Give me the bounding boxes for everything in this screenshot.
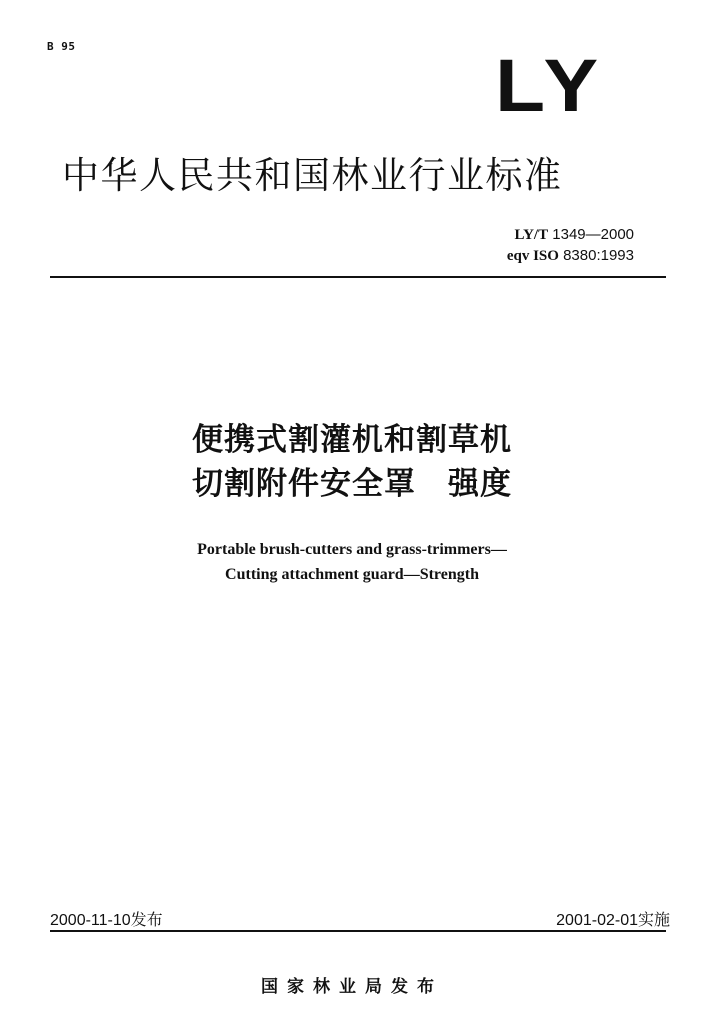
issue-date: 2000-11-10发布 [50, 912, 163, 929]
chinese-title [0, 418, 704, 506]
english-title-line1: Portable brush-cutters and grass-trimmers— [197, 541, 507, 558]
english-title-line2: Cutting attachment guard—Strength [225, 566, 479, 583]
standard-number [507, 224, 634, 245]
standard-codes [507, 224, 634, 266]
chinese-title-line2: 切割附件安全罩 强度 [192, 466, 512, 502]
implementation-date: 2001-02-01实施 [556, 912, 670, 929]
classification-code: B 95 [47, 40, 76, 53]
bottom-divider [50, 930, 666, 932]
standard-logo: LY [495, 45, 605, 128]
english-title [0, 537, 704, 587]
equivalent-standard-prefix: eqv ISO [506, 248, 559, 264]
standard-number-value: 1349—2000 [548, 226, 634, 243]
top-divider [50, 276, 666, 278]
standard-category-title: 中华人民共和国林业行业标准 [62, 154, 563, 197]
chinese-title-line1: 便携式割灌机和割草机 [192, 422, 512, 458]
publisher: 国家林业局发布 [261, 977, 443, 997]
equivalent-standard-value: 8380:1993 [558, 247, 634, 264]
standard-number-prefix: LY/T [514, 227, 549, 243]
equivalent-standard [507, 245, 634, 266]
